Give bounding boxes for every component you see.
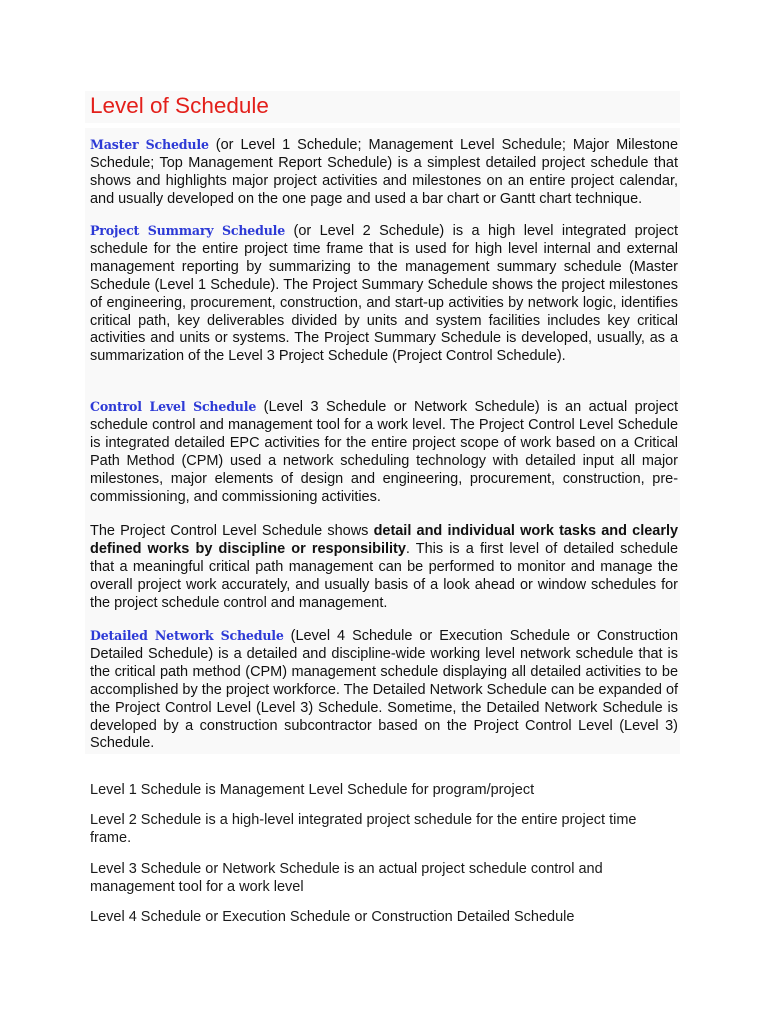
paragraph-text: (Level 4 Schedule or Execution Schedule or Construction Detailed Schedule) is a detailed and discipline-wide working level network schedule that is the critical path method (CPM) management schedule displaying all detailed activities to be accomplished by the project workforce. The Detailed Network Schedule can be expanded of the Project Control Level (Level 3) Schedule. Sometime, the Detailed Network Schedule is developed by a construction subcontractor based on the Project Control Level (Level 3) Schedule. bbox=[90, 628, 678, 752]
paragraph-text: (or Level 2 Schedule) is a high level integrated project schedule for the entire project time frame that is used for high level internal and external management reporting by summarizing to the management summary schedule (Master Schedule (Level 1 Schedule). The Project Summary Schedule shows the project milestones of engineering, procurement, construction, and start-up activities by network logic, identifies critical path, key deliverables divided by units and system facilities includes key critical activities and units or systems. The Project Summary Schedule is developed, usually, as a summarization of the Level 3 Project Schedule (Project Control Schedule). bbox=[90, 223, 678, 365]
term-project-summary-schedule: Project Summary Schedule bbox=[90, 223, 286, 238]
term-master-schedule: Master Schedule bbox=[90, 137, 209, 152]
paragraph-detailed-network-schedule bbox=[90, 627, 678, 753]
paragraph-control-level-schedule bbox=[90, 398, 678, 506]
summary-level-4: Level 4 Schedule or Execution Schedule or Construction Detailed Schedule bbox=[90, 909, 575, 925]
term-detailed-network-schedule: Detailed Network Schedule bbox=[90, 628, 284, 643]
paragraph-text: (Level 3 Schedule or Network Schedule) is an actual project schedule control and management tool for a work level. The Project Control Level Schedule is integrated detailed EPC activities for the entire project scope of work based on a Critical Path Method (CPM) used a network scheduling technology with detailed input all major milestones, major elements of design and engineering, procurement, construction, pre-commissioning, and commissioning activities. bbox=[90, 399, 678, 505]
paragraph-project-summary-schedule bbox=[90, 222, 678, 366]
paragraph-control-level-details bbox=[90, 523, 678, 613]
paragraph-lead: The Project Control Level Schedule shows bbox=[90, 523, 374, 539]
emphasis-text: detail and individual work tasks and clearly defined works by discipline or responsibility bbox=[90, 523, 678, 557]
paragraph-text: (or Level 1 Schedule; Management Level Schedule; Major Milestone Schedule; Top Management Report Schedule) is a simplest detailed project schedule that shows and highlights major project activities and milestones on an entire project calendar, and usually developed on the one page and used a bar chart or Gantt chart technique. bbox=[90, 137, 678, 207]
title-banner bbox=[85, 91, 680, 123]
summary-level-1: Level 1 Schedule is Management Level Schedule for program/project bbox=[90, 782, 535, 798]
summary-level-3: Level 3 Schedule or Network Schedule is an actual project schedule control and management tool for a work level bbox=[90, 861, 603, 895]
summary-level-2: Level 2 Schedule is a high-level integrated project schedule for the entire project time frame. bbox=[90, 812, 637, 846]
page-title: Level of Schedule bbox=[90, 93, 269, 118]
paragraph-master-schedule bbox=[90, 136, 678, 209]
paragraph-text: . This is a first level of detailed schedule that a meaningful critical path management can be performed to monitor and manage the overall project work accurately, and usually basis of a look ahead or window schedules for the project schedule control and management. bbox=[90, 540, 679, 611]
term-control-level-schedule: Control Level Schedule bbox=[90, 399, 257, 414]
